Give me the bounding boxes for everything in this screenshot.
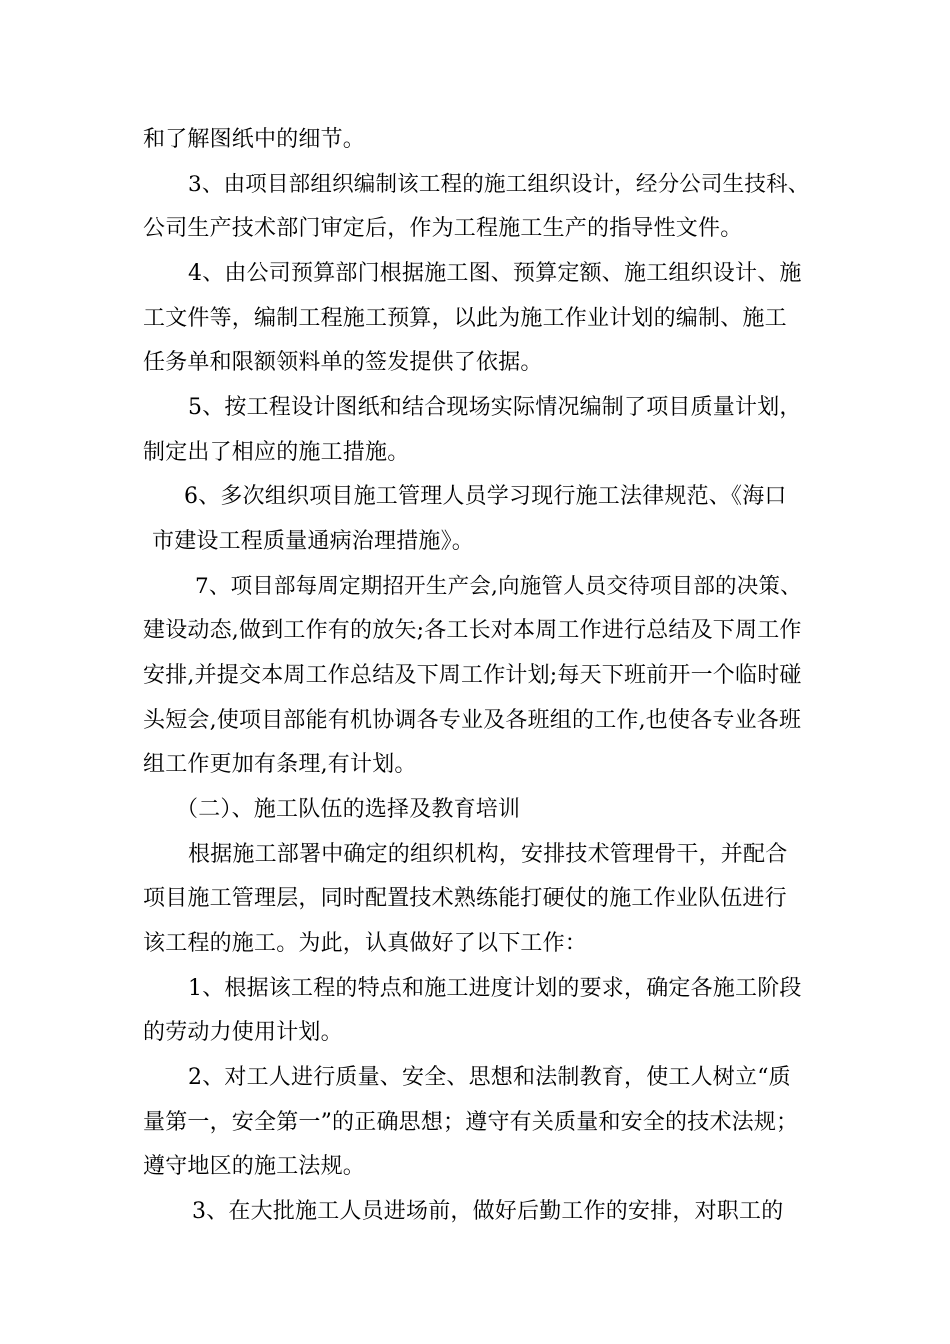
text-line: 制定出了相应的施工措施。 (143, 440, 410, 465)
text-line: 组工作更加有条理,有计划。 (143, 752, 417, 777)
text-line: 市建设工程质量通病治理措施》。 (152, 529, 475, 554)
text-line: 的劳动力使用计划。 (143, 1020, 343, 1045)
text-line: 3、由项目部组织编制该工程的施工组织设计，经分公司生技科、 (188, 172, 810, 197)
text-line: 建设动态,做到工作有的放矢;各工长对本周工作进行总结及下周工作 (143, 618, 802, 643)
text-line: 1、根据该工程的特点和施工进度计划的要求，确定各施工阶段 (188, 976, 802, 1001)
text-line: 工文件等，编制工程施工预算，以此为施工作业计划的编制、施工 (143, 306, 787, 331)
text-line: 5、按工程设计图纸和结合现场实际情况编制了项目质量计划， (188, 395, 802, 420)
text-line: 该工程的施工。为此，认真做好了以下工作： (143, 931, 588, 956)
text-line: 和了解图纸中的细节。 (143, 127, 366, 152)
section-heading: （二）、施工队伍的选择及教育培训 (176, 797, 521, 822)
text-line: 项目施工管理层，同时配置技术熟练能打硬仗的施工作业队伍进行 (143, 886, 787, 911)
text-line: 3、在大批施工人员进场前，做好后勤工作的安排，对职工的 (192, 1199, 784, 1224)
text-line: 安排,并提交本周工作总结及下周工作计划;每天下班前开一个临时碰 (143, 663, 802, 688)
text-line: 6、多次组织项目施工管理人员学习现行施工法律规范、《海口 (184, 484, 787, 509)
text-line: 根据施工部署中确定的组织机构，安排技术管理骨干，并配合 (188, 842, 788, 867)
text-line: 量第一，安全第一”的正确思想；遵守有关质量和安全的技术法规； (143, 1110, 799, 1135)
text-line: 4、由公司预算部门根据施工图、预算定额、施工组织设计、施 (188, 261, 802, 286)
text-line: 7、项目部每周定期招开生产会,向施管人员交待项目部的决策、 (195, 574, 802, 599)
text-line: 2、对工人进行质量、安全、思想和法制教育，使工人树立“质 (188, 1065, 791, 1090)
text-line: 头短会,使项目部能有机协调各专业及各班组的工作,也使各专业各班 (143, 708, 802, 733)
text-line: 任务单和限额领料单的签发提供了依据。 (143, 350, 543, 375)
text-line: 遵守地区的施工法规。 (143, 1154, 366, 1179)
text-line: 公司生产技术部门审定后，作为工程施工生产的指导性文件。 (143, 216, 743, 241)
